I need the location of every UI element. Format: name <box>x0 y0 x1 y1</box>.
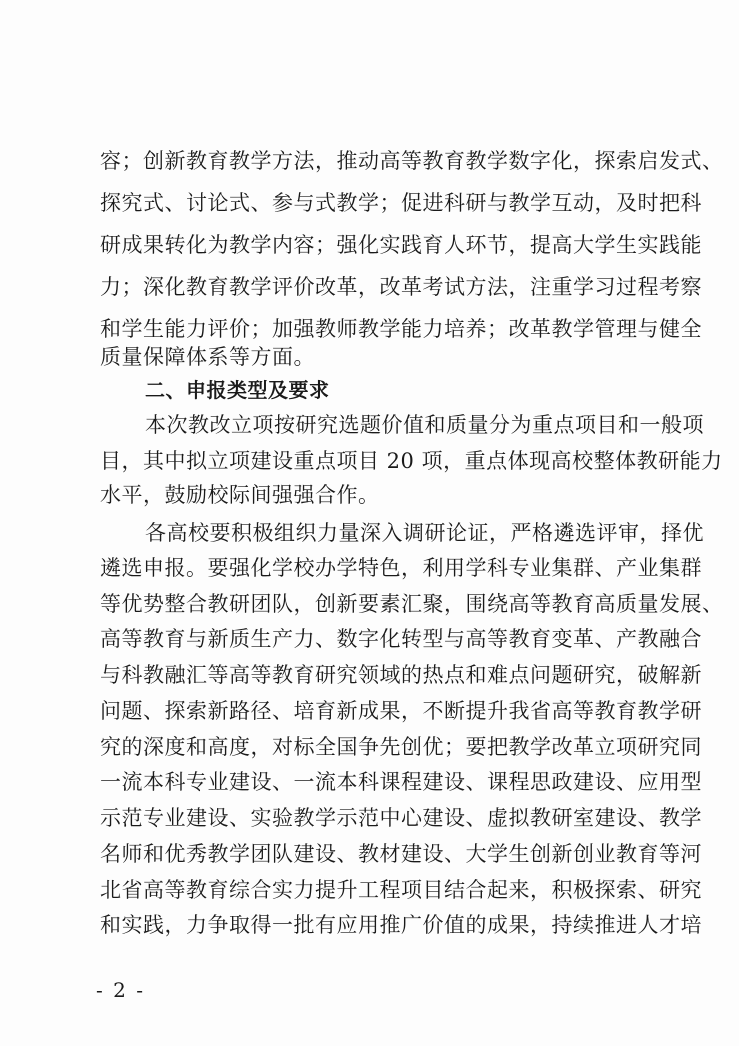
body-text-line: 探究式、讨论式、参与式教学；促进科研与教学互动，及时把科 <box>100 191 702 215</box>
body-text-line: 研成果转化为教学内容；强化实践育人环节，提高大学生实践能 <box>100 233 702 257</box>
body-text-line: 力；深化教育教学评价改革，改革考试方法，注重学习过程考察 <box>100 275 702 299</box>
body-text-line: 示范专业建设、实验教学示范中心建设、虚拟教研室建设、教学 <box>100 806 702 830</box>
body-text-line: 遴选申报。要强化学校办学特色，利用学科专业集群、产业集群 <box>100 556 702 580</box>
body-text-line: 目，其中拟立项建设重点项目 20 项，重点体现高校整体教研能力 <box>100 449 723 473</box>
body-text-line: 等优势整合教研团队，创新要素汇聚，围绕高等教育高质量发展、 <box>100 592 724 616</box>
section-heading: 二、申报类型及要求 <box>145 378 330 402</box>
body-text-line: 各高校要积极组织力量深入调研论证，严格遴选评审，择优 <box>145 521 704 545</box>
body-text-line: 和实践，力争取得一批有应用推广价值的成果，持续推进人才培 <box>100 913 702 937</box>
body-text-line: 一流本科专业建设、一流本科课程建设、课程思政建设、应用型 <box>100 770 702 794</box>
body-text-line: 究的深度和高度，对标全国争先创优；要把教学改革立项研究同 <box>100 735 702 759</box>
page-number: - 2 - <box>96 978 145 1002</box>
body-text-line: 名师和优秀教学团队建设、教材建设、大学生创新创业教育等河 <box>100 842 702 866</box>
body-text-line: 质量保障体系等方面。 <box>100 345 315 369</box>
body-text-line: 水平，鼓励校际间强强合作。 <box>100 483 380 507</box>
body-text-line: 北省高等教育综合实力提升工程项目结合起来，积极探索、研究 <box>100 878 702 902</box>
body-text-line: 与科教融汇等高等教育研究领域的热点和难点问题研究，破解新 <box>100 663 702 687</box>
body-text-line: 和学生能力评价；加强教师教学能力培养；改革教学管理与健全 <box>100 317 702 341</box>
body-text-line: 本次教改立项按研究选题价值和质量分为重点项目和一般项 <box>145 413 704 437</box>
body-text-line: 问题、探索新路径、培育新成果，不断提升我省高等教育教学研 <box>100 699 702 723</box>
body-text-line: 容；创新教育教学方法，推动高等教育教学数字化，探索启发式、 <box>100 149 724 173</box>
body-text-line: 高等教育与新质生产力、数字化转型与高等教育变革、产教融合 <box>100 627 702 651</box>
